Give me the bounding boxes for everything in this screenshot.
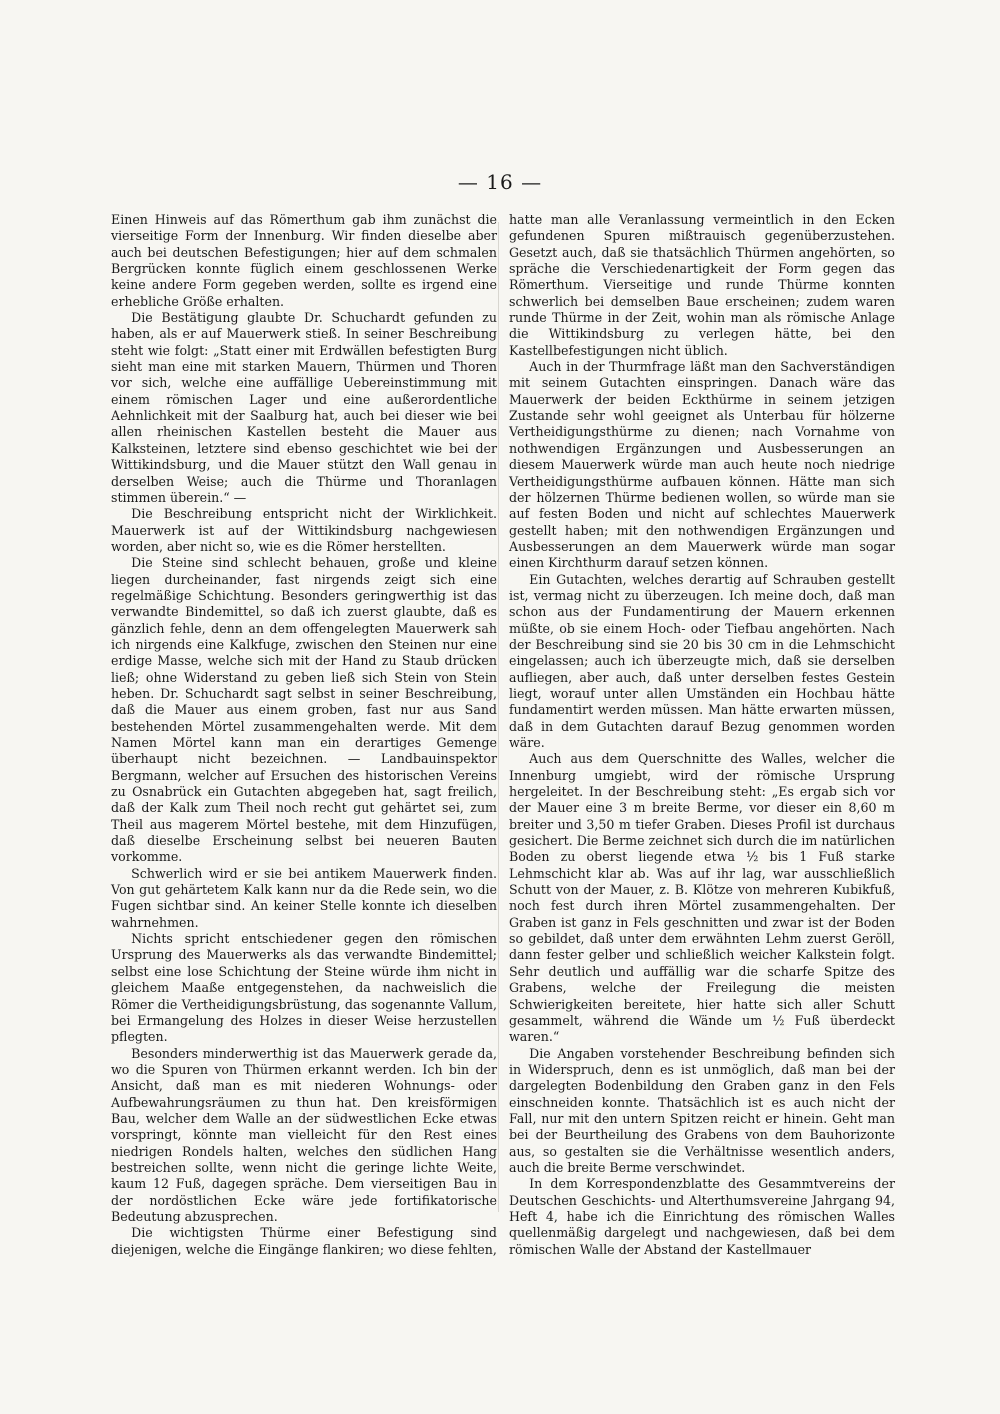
paragraph: Auch in der Thurmfrage läßt man den Sachverständigen mit seinem Gutachten einspringen. Danach wäre das Mauerwerk der beiden Eckthürme in seinem jetzigen Zustande sehr wohl geeignet als Unterbau für hölzerne Vertheidigungsthürme zu dienen; nach Vornahme von nothwendigen Ergänzungen und Ausbesserungen an diesem Mauerwerk würde man auch heute noch niedrige Vertheidigungsthürme aufbauen können. Hätte man sich der hölzernen Thürme bedienen wollen, so würde man sie auf festen Boden und nicht auf schlechtes Mauerwerk gestellt haben; mit den nothwendigen Ergänzungen und Ausbesserungen an dem Mauerwerk würde man sogar einen Kirchthurm darauf setzen können. [509, 359, 895, 571]
paragraph: Die Beschreibung entspricht nicht der Wirklichkeit. Mauerwerk ist auf der Wittikindsburg nachgewiesen worden, aber nicht so, wie es die Römer herstellten. [111, 506, 497, 554]
paragraph: Nichts spricht entschiedener gegen den römischen Ursprung des Mauerwerks als das verwandte Bindemittel; selbst eine lose Schichtung der Steine würde ihm nicht in gleichem Maaße entgegenstehen, da nachweislich die Römer die Vertheidigungsbrüstung, das sogenannte Vallum, bei Ermangelung des Holzes in dieser Weise herzustellen pflegten. [111, 931, 497, 1045]
paragraph: hatte man alle Veranlassung vermeintlich in den Ecken gefundenen Spuren mißtrauisch gegenüberzustehen. Gesetzt auch, daß sie thatsächlich Thürmen angehörten, so spräche die Verschiedenartigkeit der Form gegen das Römerthum. Vierseitige und runde Thürme konnten schwerlich bei demselben Baue erscheinen; zudem waren runde Thürme in der Zeit, wohin man als römische Anlage die Wittikindsburg zu verlegen hätte, bei den Kastellbefestigungen nicht üblich. [509, 212, 895, 358]
column-divider [498, 222, 499, 1212]
left-column [111, 212, 497, 1258]
paragraph: Ein Gutachten, welches derartig auf Schrauben gestellt ist, vermag nicht zu überzeugen. Ich meine doch, daß man schon aus der Fundamentirung der Mauern erkennen müßte, ob sie einem Hoch- oder Tiefbau angehörten. Nach der Beschreibung sind sie 20 bis 30 cm in die Lehmschicht eingelassen; auch ich überzeugte mich, daß sie derselben aufliegen, aber auch, daß unter derselben festes Gestein liegt, worauf unter allen Umständen ein Hochbau hätte fundamentirt werden müssen. Man hätte erwarten müssen, daß in dem Gutachten darauf Bezug genommen worden wäre. [509, 571, 895, 750]
page-number: — 16 — [457, 170, 543, 194]
paragraph: Die wichtigsten Thürme einer Befestigung sind diejenigen, welche die Eingänge flankiren; wo diese fehlten, [111, 1225, 497, 1257]
paragraph: Schwerlich wird er sie bei antikem Mauerwerk finden. Von gut gehärtetem Kalk kann nur da die Rede sein, wo die Fugen sichtbar sind. An keiner Stelle konnte ich dieselben wahrnehmen. [111, 865, 497, 930]
paragraph: Einen Hinweis auf das Römerthum gab ihm zunächst die vierseitige Form der Innenburg. Wir finden dieselbe aber auch bei deutschen Befestigungen; hier auf dem schmalen Bergrücken konnte füglich einem geschlossenen Werke keine andere Form gegeben werden, sollte es irgend eine erhebliche Größe erhalten. [111, 212, 497, 309]
paragraph: Die Bestätigung glaubte Dr. Schuchardt gefunden zu haben, als er auf Mauerwerk stieß. In seiner Beschreibung steht wie folgt: „Statt einer mit Erdwällen befestigten Burg sieht man eine mit starken Mauern, Thürmen und Thoren vor sich, welche eine auffällige Uebereinstimmung mit einem römischen Lager und eine außerordentliche Aehnlichkeit mit der Saalburg hat, auch bei dieser wie bei allen rheinischen Kastellen besteht die Mauer aus Kalksteinen, letztere sind ebenso geschichtet wie bei der Wittikindsburg, und die Mauer stützt den Wall genau in derselben Weise; auch die Thürme und Thoranlagen stimmen überein.“ — [111, 310, 497, 505]
paragraph: Die Angaben vorstehender Beschreibung befinden sich in Widerspruch, denn es ist unmöglich, daß man bei der dargelegten Bodenbildung den Graben ganz in den Fels einschneiden konnte. Thatsächlich ist es auch nicht der Fall, nur mit den untern Spitzen reicht er hinein. Geht man bei der Beurtheilung des Grabens von dem Bauhorizonte aus, so gestalten sie die Verhältnisse wesentlich anders, auch die breite Berme verschwindet. [509, 1045, 895, 1175]
paragraph: Die Steine sind schlecht behauen, große und kleine liegen durcheinander, fast nirgends zeigt sich eine regelmäßige Schichtung. Besonders geringwerthig ist das verwandte Bindemittel, so daß ich zuerst glaubte, daß es gänzlich fehle, denn an dem offengelegten Mauerwerk sah ich nirgends eine Kalkfuge, zwischen den Steinen nur eine erdige Masse, welche sich mit der Hand zu Staub drücken ließ; ohne Widerstand zu geben ließ sich Stein von Stein heben. Dr. Schuchardt sagt selbst in seiner Beschreibung, daß die Mauer aus einem groben, fast nur aus Sand bestehenden Mörtel zusammengehalten werde. Mit dem Namen Mörtel kann man ein derartiges Gemenge überhaupt nicht bezeichnen. — Landbauinspektor Bergmann, welcher auf Ersuchen des historischen Vereins zu Osnabrück ein Gutachten abgegeben hat, sagt freilich, daß der Kalk zum Theil noch recht gut gehärtet sei, zum Theil aus magerem Mörtel bestehe, mit dem Hinzufügen, daß dieselbe Erscheinung selbst bei neueren Bauten vorkomme. [111, 555, 497, 865]
right-column [509, 212, 895, 1258]
paragraph: Besonders minderwerthig ist das Mauerwerk gerade da, wo die Spuren von Thürmen erkannt werden. Ich bin der Ansicht, daß man es mit niederen Wohnungs- oder Aufbewahrungsräumen zu thun hat. Den kreisförmigen Bau, welcher dem Walle an der südwestlichen Ecke etwas vorspringt, könnte man vielleicht für den Rest eines niedrigen Rondels halten, welches den südlichen Hang bestreichen sollte, wenn nicht die geringe lichte Weite, kaum 12 Fuß, dagegen spräche. Dem vierseitigen Bau in der nordöstlichen Ecke wäre jede fortifikatorische Bedeutung abzusprechen. [111, 1045, 497, 1224]
paragraph: Auch aus dem Querschnitte des Walles, welcher die Innenburg umgiebt, wird der römische Ursprung hergeleitet. In der Beschreibung steht: „Es ergab sich vor der Mauer eine 3 m breite Berme, vor dieser ein 8,60 m breiter und 3,50 m tiefer Graben. Dieses Profil ist durchaus gesichert. Die Berme zeichnet sich durch die im natürlichen Boden zu oberst liegende etwa ½ bis 1 Fuß starke Lehmschicht klar ab. Was auf ihr lag, war ausschließlich Schutt von der Mauer, z. B. Klötze von mehreren Kubikfuß, noch fest durch ihren Mörtel zusammengehalten. Der Graben ist ganz in Fels geschnitten und zwar ist der Boden so gebildet, daß unter dem erwähnten Lehm zuerst Geröll, dann fester gelber und schließlich weicher Kalkstein folgt. Sehr deutlich und auffällig war die scharfe Spitze des Grabens, welche der Freilegung die meisten Schwierigkeiten bereitete, hier hatte sich aller Schutt gesammelt, während die Wände um ½ Fuß überdeckt waren.“ [509, 751, 895, 1045]
paragraph: In dem Korrespondenzblatte des Gesammtvereins der Deutschen Geschichts- und Alterthumsvereine Jahrgang 94, Heft 4, habe ich die Einrichtung des römischen Walles quellenmäßig dargelegt und nachgewiesen, daß bei dem römischen Walle der Abstand der Kastellmauer [509, 1176, 895, 1257]
